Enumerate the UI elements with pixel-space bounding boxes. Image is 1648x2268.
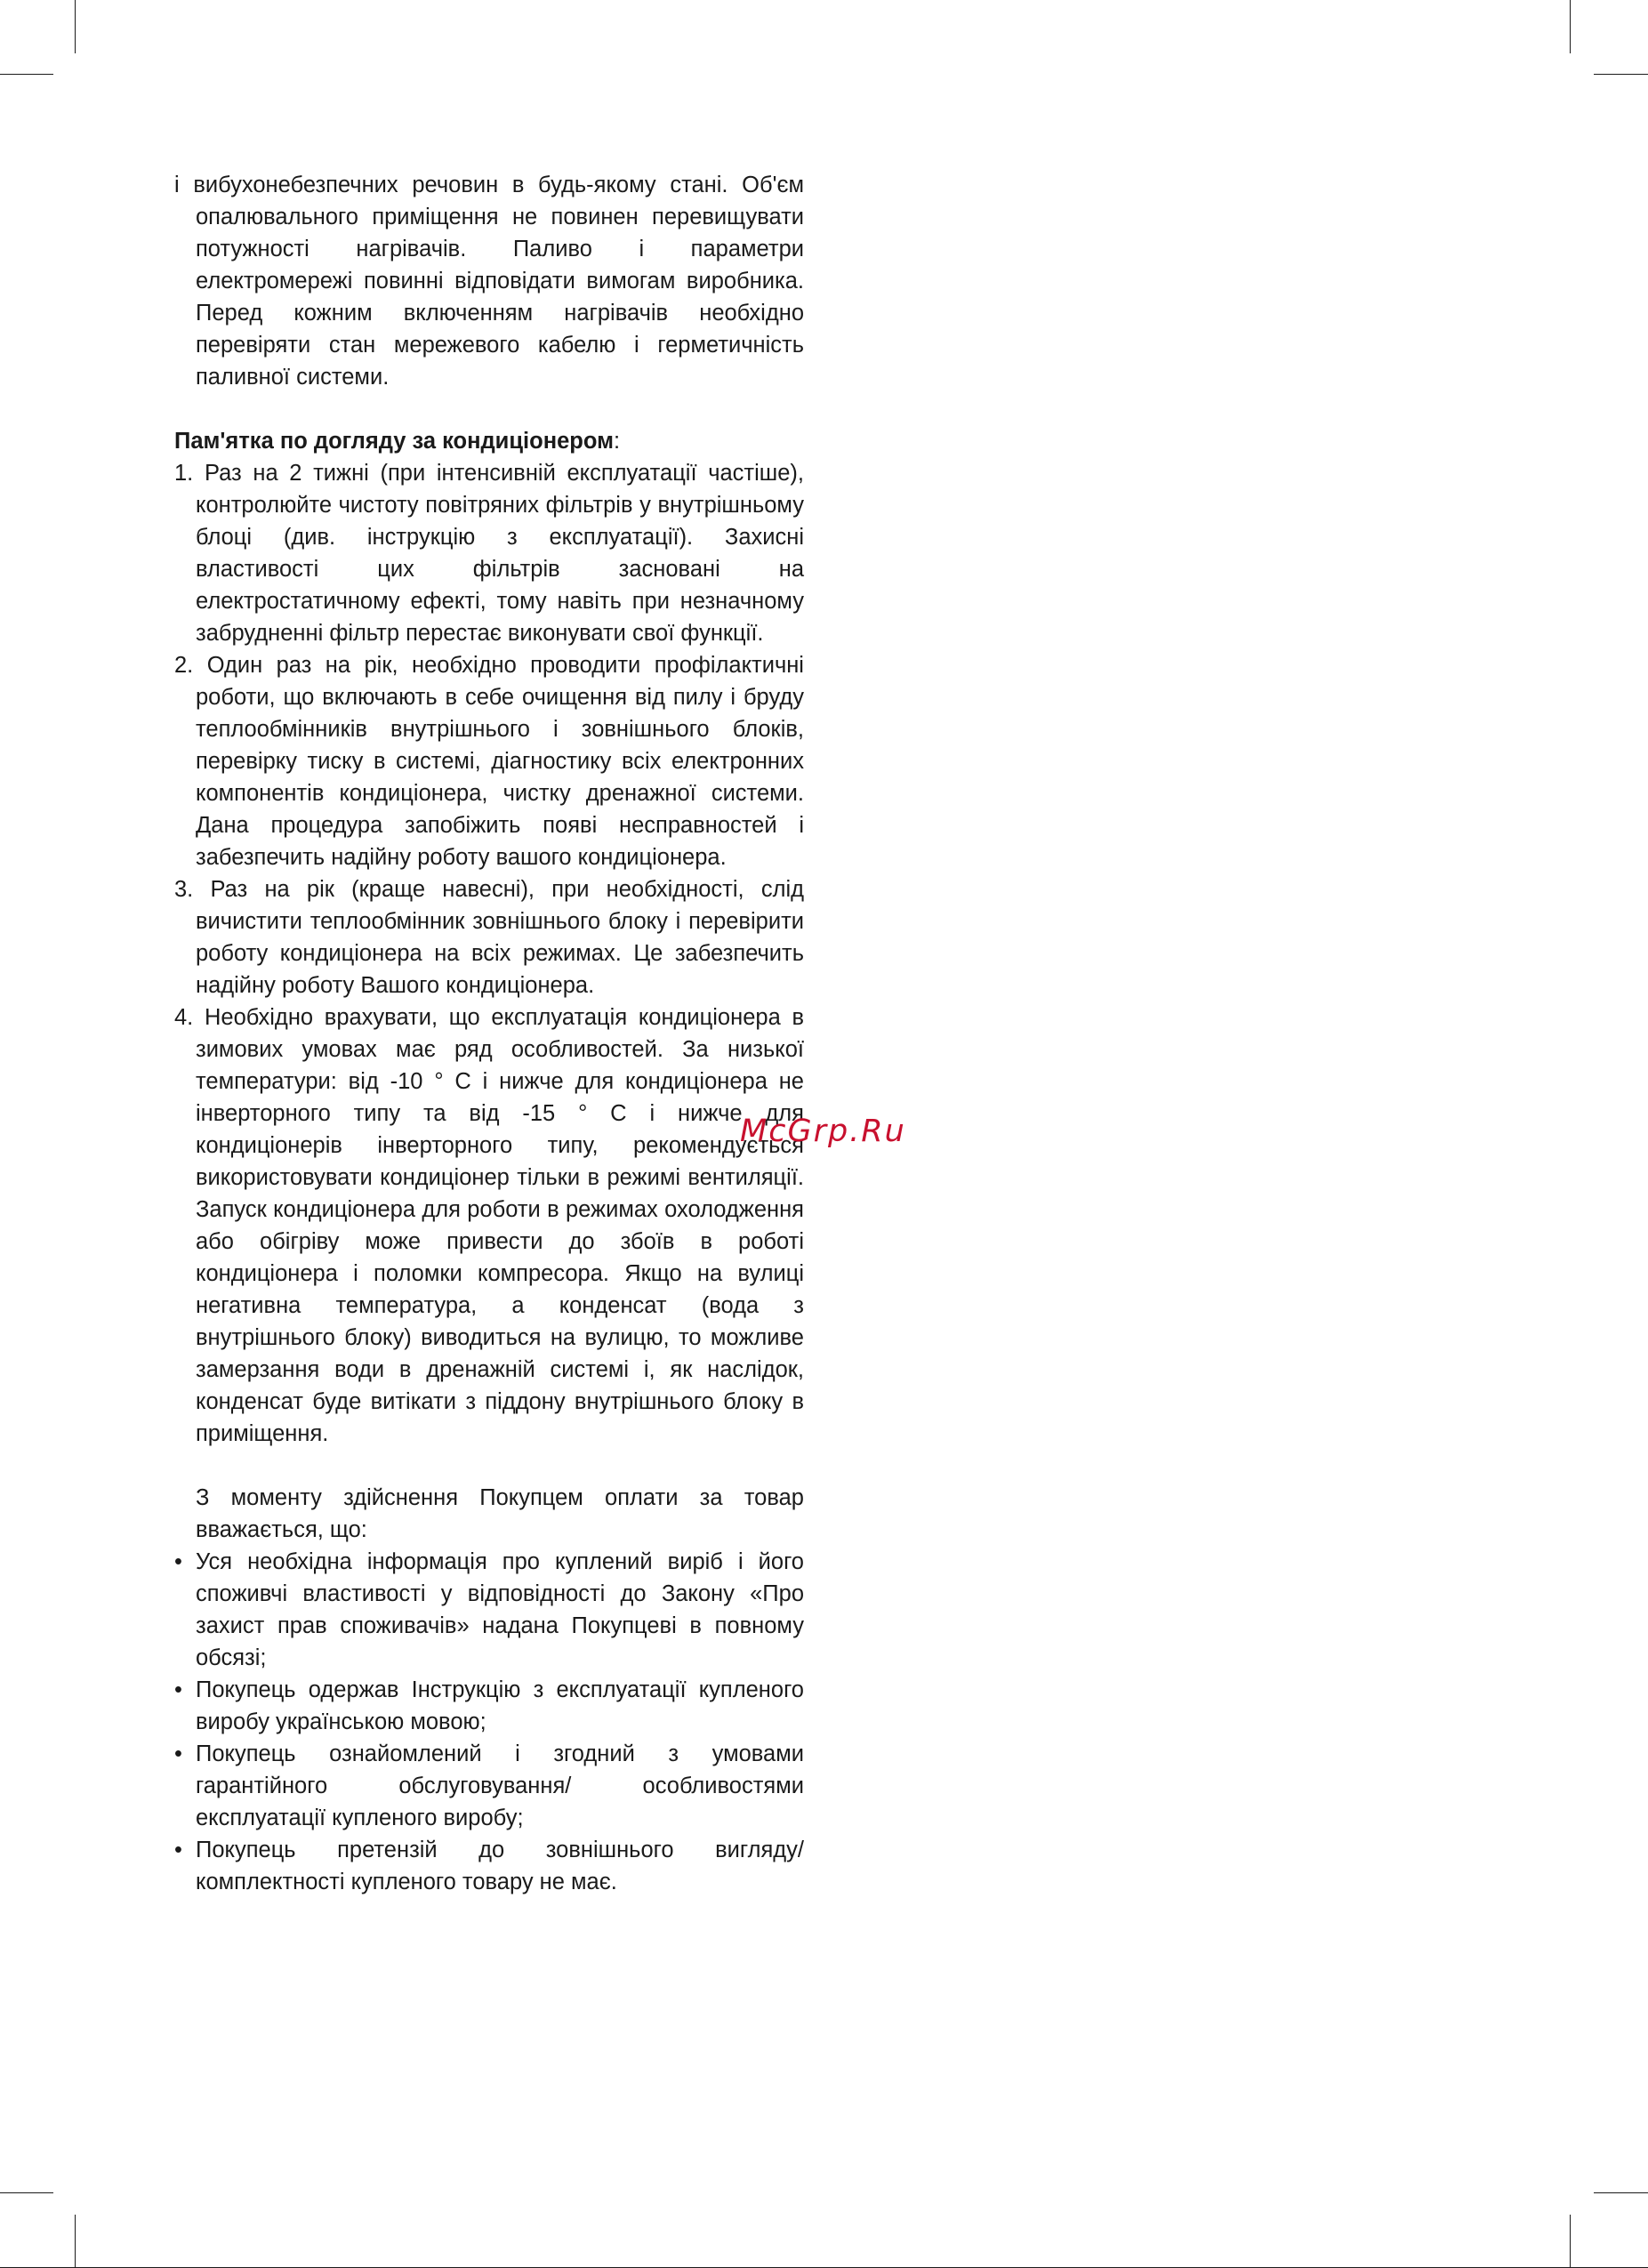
item-number: 3. (174, 877, 194, 902)
bullet-icon: • (174, 1741, 182, 1766)
bullet-item (174, 1834, 804, 1898)
item-text: Раз на рік (краще навесні), при необхідності, слід вичистити теплообмінник зовнішнього блоку і перевірити роботу кондиціонера на всіх режимах. Це забезпечить надійну роботу Вашого кондиціонера. (196, 877, 804, 998)
bullet-icon: • (174, 1677, 182, 1702)
numbered-list (174, 457, 804, 1450)
bullet-text: Покупець претензій до зовнішнього вигляду/ комплектності купленого товару не має. (196, 1838, 804, 1894)
crop-mark (1594, 2192, 1648, 2193)
list-item (174, 1001, 804, 1450)
crop-mark (75, 2215, 76, 2268)
item-number: 4. (174, 1005, 194, 1030)
list-item (174, 457, 804, 649)
bullet-text: Покупець ознайомлений і згодний з умовами гарантійного обслуговування/ особливостями експлуатації купленого виробу; (196, 1741, 804, 1830)
crop-mark (1570, 0, 1571, 53)
bullet-item (174, 1546, 804, 1674)
bullet-text: Покупець одержав Інструкцію з експлуатації купленого виробу українською мовою; (196, 1677, 804, 1734)
item-number: 1. (174, 461, 194, 486)
bullet-item (174, 1738, 804, 1834)
list-item (174, 649, 804, 873)
section-heading (174, 425, 804, 457)
item-text: Раз на 2 тижні (при інтенсивній експлуатації частіше), контролюйте чистоту повітряних фільтрів у внутрішньому блоці (див. інструкцію з експлуатації). Захисні властивості цих фільтрів засновані на електростатичному ефекті, тому навіть при незначному забрудненні фільтр перестає виконувати свої функції. (196, 461, 804, 646)
section-heading-bold: Пам'ятка по догляду за кондиціонером (174, 429, 614, 454)
item-text: Необхідно врахувати, що експлуатація кондиціонера в зимових умовах має ряд особливостей. За низької температури: від -10 ° С і нижче для кондиціонера не інверторного типу та від -15 ° С і нижче для кондиціонерів інверторного типу, рекомендується використовувати кондиціонер тільки в режимі вентиляції. Запуск кондиціонера для роботи в режимах охолодження або обігріву може привести до збоїв в роботі кондиціонера і поломки компресора. Якщо на вулиці негативна температура, а конденсат (вода з внутрішнього блоку) виводиться на вулицю, то можливе замерзання води в дренажній системі і, як наслідок, конденсат буде витікати з піддону внутрішнього блоку в приміщення. (196, 1005, 804, 1446)
watermark: McGrp.Ru (740, 1114, 906, 1149)
crop-mark (1570, 2215, 1571, 2268)
bullet-icon: • (174, 1549, 182, 1574)
bullet-item (174, 1674, 804, 1738)
crop-mark (75, 0, 76, 53)
crop-mark (0, 2192, 53, 2193)
item-text: Один раз на рік, необхідно проводити профілактичні роботи, що включають в себе очищення від пилу і бруду теплообмінників внутрішнього і зовнішнього блоків, перевірку тиску в системі, діагностику всіх електронних компонентів кондиціонера, чистку дренажної системи. Дана процедура запобіжить появі несправностей і забезпечить надійну роботу вашого кондиціонера. (196, 653, 804, 870)
top-paragraph: і вибухонебезпечних речовин в будь-якому стані. Об'єм опалювального приміщення не повинен перевищувати потужності нагрівачів. Паливо і параметри електромережі повинні відповідати вимогам виробника. Перед кожним включенням нагрівачів необхідно перевіряти стан мережевого кабелю і герметичність паливної системи. (174, 173, 804, 390)
crop-mark (0, 74, 53, 75)
bullet-text: Уся необхідна інформація про куплений виріб і його споживчі властивості у відповідності до Закону «Про захист прав споживачів» надана Покупцеві в повному обсязі; (196, 1549, 804, 1670)
item-number: 2. (174, 653, 194, 678)
section-heading-suffix: : (613, 429, 621, 454)
crop-mark (1594, 74, 1648, 75)
bullet-icon: • (174, 1838, 182, 1862)
intro-paragraph: З моменту здійснення Покупцем оплати за товар вважається, що: (196, 1485, 804, 1542)
text-column (174, 169, 804, 1898)
bullet-list (174, 1546, 804, 1898)
list-item (174, 873, 804, 1001)
